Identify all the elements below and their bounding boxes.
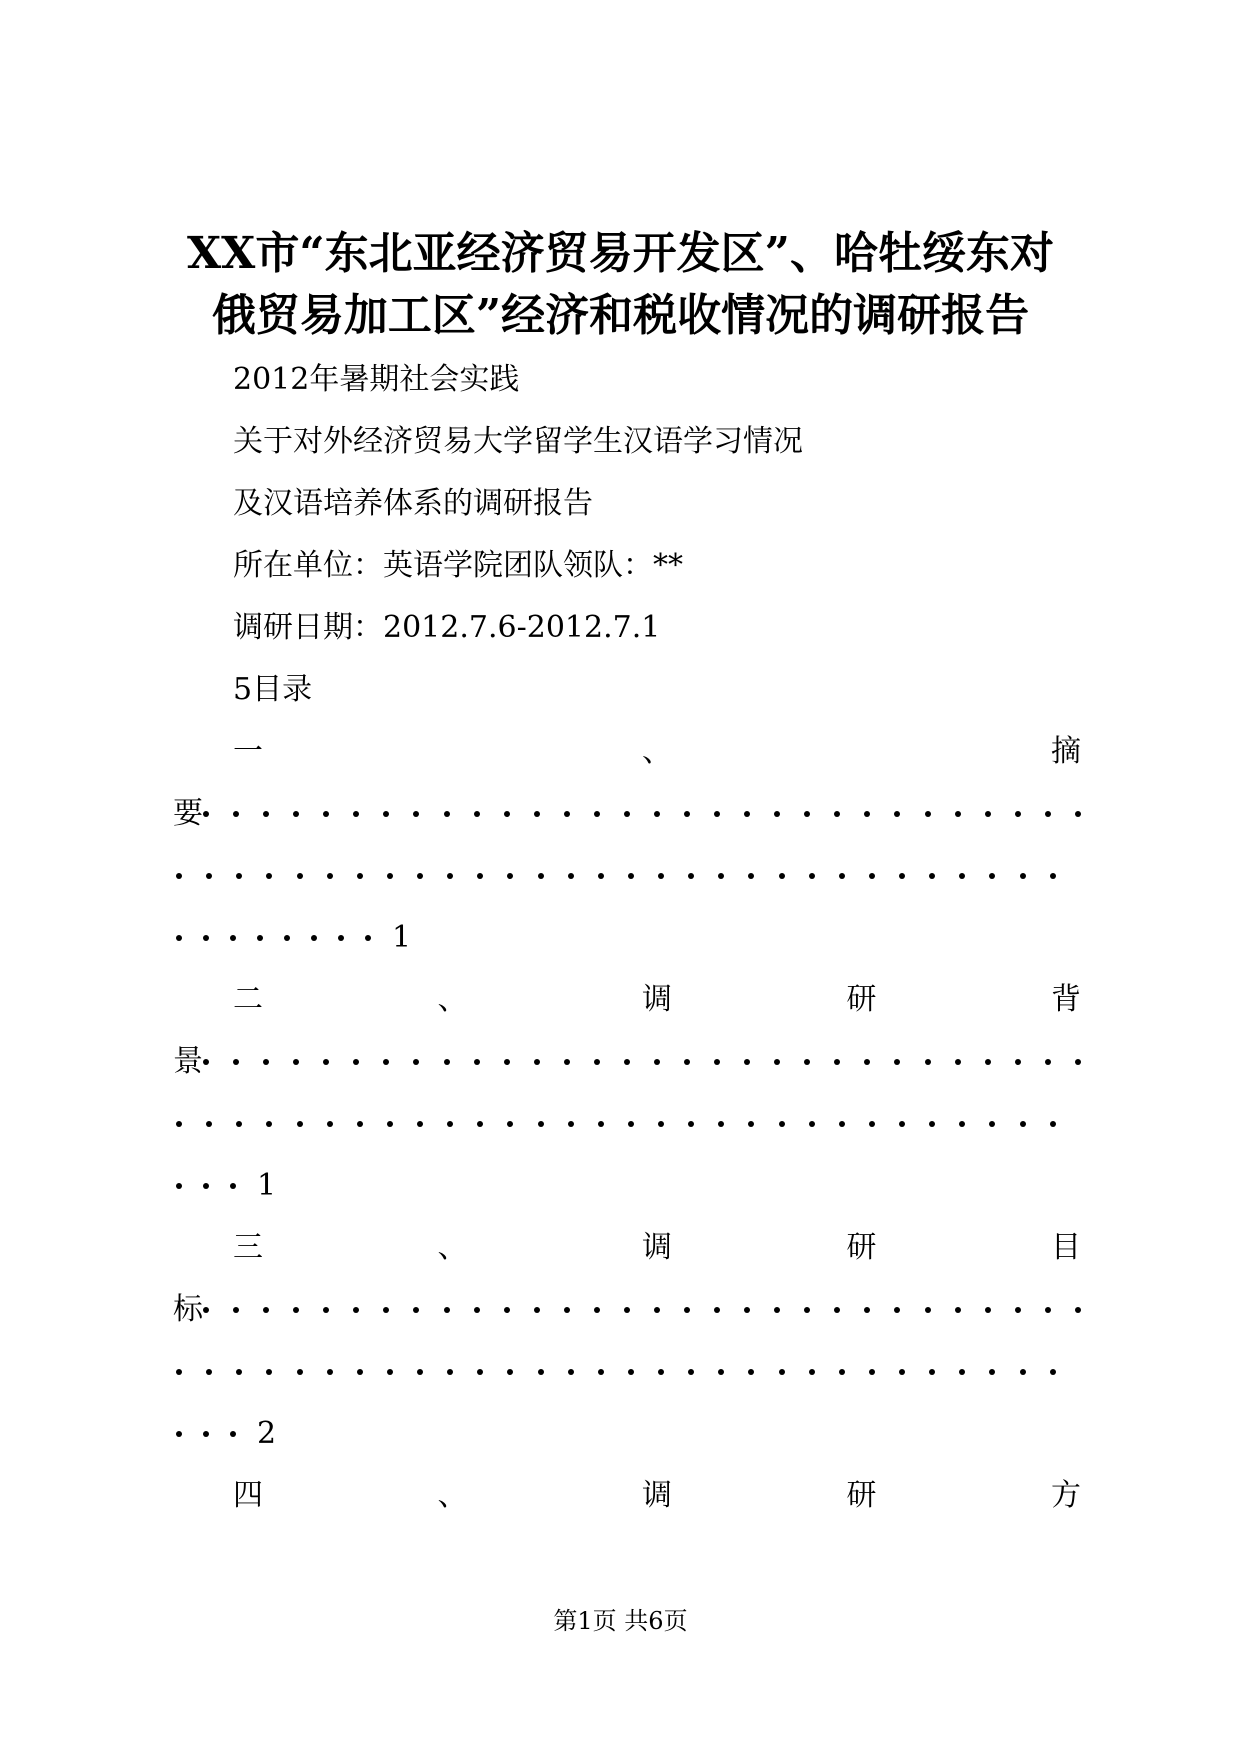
leader-dot (538, 1369, 544, 1375)
leader-dot (809, 1369, 815, 1375)
leader-dot (684, 1307, 690, 1313)
leader-dot (774, 1307, 780, 1313)
leader-dot (293, 1059, 299, 1065)
leader-dot (383, 1307, 389, 1313)
leader-dot (236, 1369, 242, 1375)
leader-dot (263, 811, 269, 817)
leader-dot (387, 1369, 393, 1375)
leader-dot (311, 935, 317, 941)
toc-entry-3-leader (173, 1290, 1081, 1330)
leader-dot (688, 873, 694, 879)
toc-char: 背 (1051, 982, 1081, 1017)
leader-dot (624, 811, 630, 817)
leader-dot (718, 1121, 724, 1127)
leader-dot (628, 1121, 634, 1127)
leader-dot (263, 1307, 269, 1313)
paragraph-date: 调研日期：2012.7.6-2012.7.1 (233, 610, 661, 645)
leader-dot (327, 1369, 333, 1375)
leader-dot (894, 1307, 900, 1313)
leader-dot (1015, 1307, 1021, 1313)
leader-dot (417, 1369, 423, 1375)
leader-dot (206, 1121, 212, 1127)
leader-dot (744, 811, 750, 817)
leader-dot (413, 1059, 419, 1065)
leader-dot (1050, 1369, 1056, 1375)
toc-char: 研 (846, 1478, 877, 1513)
leader-dot (959, 1121, 965, 1127)
page-footer: 第1页 共6页 (553, 1607, 688, 1635)
leader-dot (176, 1183, 182, 1189)
leader-dot (834, 1059, 840, 1065)
toc-char: 二 (233, 982, 263, 1017)
leader-dot (869, 873, 875, 879)
leader-dot (477, 873, 483, 879)
leader-dot (929, 1369, 935, 1375)
leader-dot (413, 1307, 419, 1313)
leader-dot (327, 873, 333, 879)
leader-dot (1075, 811, 1081, 817)
leader-dot (564, 811, 570, 817)
leader-dot (176, 873, 182, 879)
leader-dot (955, 1059, 961, 1065)
leader-dot (864, 811, 870, 817)
toc-entry-2-heading (233, 980, 1081, 1020)
leader-dot (718, 873, 724, 879)
leader-dot (684, 811, 690, 817)
leader-dot (203, 1183, 209, 1189)
leader-dot (327, 1121, 333, 1127)
leader-dot (564, 1307, 570, 1313)
leader-dot (598, 1121, 604, 1127)
leader-dot (1015, 811, 1021, 817)
dot-leader (203, 1290, 1081, 1330)
leader-dot (504, 1059, 510, 1065)
leader-dot (447, 1121, 453, 1127)
toc-entry-2-leader (173, 1042, 1081, 1082)
leader-dot (744, 1307, 750, 1313)
leader-dot (568, 1369, 574, 1375)
leader-dot (594, 1307, 600, 1313)
leader-dot (357, 1369, 363, 1375)
leader-dot (477, 1369, 483, 1375)
leader-dot (236, 873, 242, 879)
leader-dot (257, 935, 263, 941)
leader-dot (959, 1369, 965, 1375)
leader-dot (959, 873, 965, 879)
dot-leader (176, 1352, 1056, 1392)
leader-dot (989, 1369, 995, 1375)
page-number: 1 (257, 1168, 277, 1203)
leader-dot (779, 1369, 785, 1375)
toc-char: 、 (437, 982, 468, 1017)
leader-dot (353, 811, 359, 817)
paragraph-contents-heading: 5目录 (233, 672, 313, 707)
leader-dot (203, 1307, 209, 1313)
leader-dot (387, 1121, 393, 1127)
toc-entry-2-page-row (176, 1166, 276, 1206)
leader-dot (839, 1369, 845, 1375)
title-line-2: 俄贸易加工区”经济和税收情况的调研报告 (211, 290, 1030, 341)
leader-dot (230, 935, 236, 941)
toc-entry-1-heading (233, 732, 1081, 772)
paragraph-unit: 所在单位：英语学院团队领队：** (233, 548, 683, 583)
leader-dot (1020, 1369, 1026, 1375)
leader-dot (1045, 1059, 1051, 1065)
leader-dot (985, 811, 991, 817)
leader-dot (507, 1369, 513, 1375)
toc-char: 目 (1051, 1230, 1081, 1265)
leader-dot (985, 1307, 991, 1313)
toc-char: 调 (642, 1230, 672, 1265)
leader-dot (504, 811, 510, 817)
leader-dot (809, 1121, 815, 1127)
leader-dot (230, 1183, 236, 1189)
leader-dot (688, 1369, 694, 1375)
leader-dot (925, 1059, 931, 1065)
leader-dot (266, 1369, 272, 1375)
leader-dot (444, 1059, 450, 1065)
leader-dot (658, 1369, 664, 1375)
leader-dot (203, 1059, 209, 1065)
leader-dot (534, 1059, 540, 1065)
leader-dot (413, 811, 419, 817)
leader-dot (534, 811, 540, 817)
toc-entry-4-heading (233, 1476, 1081, 1516)
leader-dot (206, 1369, 212, 1375)
leader-dot (684, 1059, 690, 1065)
leader-dot (628, 873, 634, 879)
leader-dot (718, 1369, 724, 1375)
leader-dot (1045, 811, 1051, 817)
leader-dot (365, 935, 371, 941)
leader-dot (864, 1307, 870, 1313)
toc-char: 、 (437, 1478, 468, 1513)
leader-dot (658, 1121, 664, 1127)
leader-dot (774, 811, 780, 817)
leader-dot (688, 1121, 694, 1127)
leader-dot (598, 1369, 604, 1375)
leader-dot (203, 811, 209, 817)
toc-char: 方 (1051, 1478, 1081, 1513)
leader-dot (293, 1307, 299, 1313)
leader-dot (353, 1059, 359, 1065)
leader-dot (628, 1369, 634, 1375)
leader-dot (176, 1431, 182, 1437)
toc-char: 三 (233, 1230, 263, 1265)
leader-dot (474, 1059, 480, 1065)
leader-dot (714, 1307, 720, 1313)
leader-dot (955, 811, 961, 817)
leader-dot (176, 1369, 182, 1375)
paragraph-report-title-1: 关于对外经济贸易大学留学生汉语学习情况 (233, 424, 803, 459)
leader-dot (203, 935, 209, 941)
leader-dot (203, 1431, 209, 1437)
toc-entry-3-page-row (176, 1414, 276, 1454)
leader-dot (598, 873, 604, 879)
leader-dot (1045, 1307, 1051, 1313)
leader-dot (323, 1059, 329, 1065)
leader-dot (266, 873, 272, 879)
leader-dot (594, 1059, 600, 1065)
leader-dot (714, 1059, 720, 1065)
leader-dot (989, 1121, 995, 1127)
leader-dot (477, 1121, 483, 1127)
leader-dot (233, 1307, 239, 1313)
leader-dot (1015, 1059, 1021, 1065)
leader-dot (929, 1121, 935, 1127)
paragraph-report-title-2: 及汉语培养体系的调研报告 (233, 486, 593, 521)
leader-dot (925, 811, 931, 817)
leader-dot (297, 873, 303, 879)
leader-dot (538, 1121, 544, 1127)
toc-char: 四 (233, 1478, 263, 1513)
leader-dot (297, 1369, 303, 1375)
leader-dot (804, 811, 810, 817)
leader-dot (383, 811, 389, 817)
leader-dot (284, 935, 290, 941)
leader-dot (989, 873, 995, 879)
leader-dot (929, 873, 935, 879)
leader-dot (230, 1431, 236, 1437)
leader-dot (925, 1307, 931, 1313)
leader-dot (774, 1059, 780, 1065)
leader-dot (338, 935, 344, 941)
leader-dot (1075, 1307, 1081, 1313)
leader-dot (323, 811, 329, 817)
leader-dot (236, 1121, 242, 1127)
dot-leader (176, 1104, 1056, 1144)
leader-dot (744, 1059, 750, 1065)
leader-dot (894, 811, 900, 817)
leader-dot (658, 873, 664, 879)
toc-char: 摘 (1051, 734, 1081, 769)
dot-leader (203, 1042, 1081, 1082)
leader-dot (748, 873, 754, 879)
leader-dot (809, 873, 815, 879)
title-line-1: XX市“东北亚经济贸易开发区”、哈牡绥东对 (187, 228, 1054, 279)
leader-dot (779, 1121, 785, 1127)
dot-leader (176, 856, 1056, 896)
leader-dot (654, 1307, 660, 1313)
leader-dot (1050, 873, 1056, 879)
leader-dot (233, 811, 239, 817)
leader-dot (176, 935, 182, 941)
leader-dot (206, 873, 212, 879)
leader-dot (899, 1369, 905, 1375)
leader-dot (297, 1121, 303, 1127)
leader-dot (899, 1121, 905, 1127)
leader-dot (444, 1307, 450, 1313)
toc-entry-1-page-row (176, 918, 411, 958)
leader-dot (474, 811, 480, 817)
leader-dot (748, 1121, 754, 1127)
leader-dot (357, 1121, 363, 1127)
leader-dot (387, 873, 393, 879)
leader-dot (538, 873, 544, 879)
toc-entry-1-leader (173, 794, 1081, 834)
toc-char: 研 (846, 982, 877, 1017)
leader-dot (899, 873, 905, 879)
leader-dot (266, 1121, 272, 1127)
leader-dot (624, 1307, 630, 1313)
leader-dot (176, 1121, 182, 1127)
leader-dot (507, 1121, 513, 1127)
toc-char: 研 (846, 1230, 877, 1265)
page-number: 1 (392, 920, 412, 955)
leader-dot (417, 1121, 423, 1127)
toc-char: 要 (173, 796, 203, 831)
toc-char: 景 (173, 1044, 203, 1079)
toc-char: 调 (642, 982, 672, 1017)
leader-dot (507, 873, 513, 879)
paragraph-practice: 2012年暑期社会实践 (233, 362, 520, 397)
page-number: 2 (257, 1416, 277, 1451)
leader-dot (869, 1121, 875, 1127)
leader-dot (1020, 873, 1026, 879)
leader-dot (447, 1369, 453, 1375)
toc-char: 、 (642, 734, 672, 769)
leader-dot (804, 1059, 810, 1065)
leader-dot (1075, 1059, 1081, 1065)
leader-dot (624, 1059, 630, 1065)
leader-dot (323, 1307, 329, 1313)
dot-leader (203, 794, 1081, 834)
leader-dot (654, 1059, 660, 1065)
leader-dot (444, 811, 450, 817)
leader-dot (564, 1059, 570, 1065)
leader-dot (353, 1307, 359, 1313)
leader-dot (654, 811, 660, 817)
leader-dot (869, 1369, 875, 1375)
leader-dot (568, 873, 574, 879)
toc-char: 调 (642, 1478, 672, 1513)
leader-dot (748, 1369, 754, 1375)
leader-dot (233, 1059, 239, 1065)
leader-dot (357, 873, 363, 879)
leader-dot (985, 1059, 991, 1065)
leader-dot (594, 811, 600, 817)
leader-dot (894, 1059, 900, 1065)
toc-entry-3-heading (233, 1228, 1081, 1268)
leader-dot (864, 1059, 870, 1065)
leader-dot (263, 1059, 269, 1065)
toc-char: 、 (437, 1230, 468, 1265)
toc-char: 一 (233, 734, 263, 769)
toc-char: 标 (173, 1292, 203, 1327)
leader-dot (1050, 1121, 1056, 1127)
leader-dot (779, 873, 785, 879)
leader-dot (834, 1307, 840, 1313)
leader-dot (383, 1059, 389, 1065)
leader-dot (534, 1307, 540, 1313)
leader-dot (474, 1307, 480, 1313)
leader-dot (714, 811, 720, 817)
leader-dot (955, 1307, 961, 1313)
leader-dot (447, 873, 453, 879)
leader-dot (839, 873, 845, 879)
leader-dot (293, 811, 299, 817)
leader-dot (1020, 1121, 1026, 1127)
leader-dot (568, 1121, 574, 1127)
leader-dot (839, 1121, 845, 1127)
leader-dot (417, 873, 423, 879)
leader-dot (504, 1307, 510, 1313)
leader-dot (834, 811, 840, 817)
leader-dot (804, 1307, 810, 1313)
